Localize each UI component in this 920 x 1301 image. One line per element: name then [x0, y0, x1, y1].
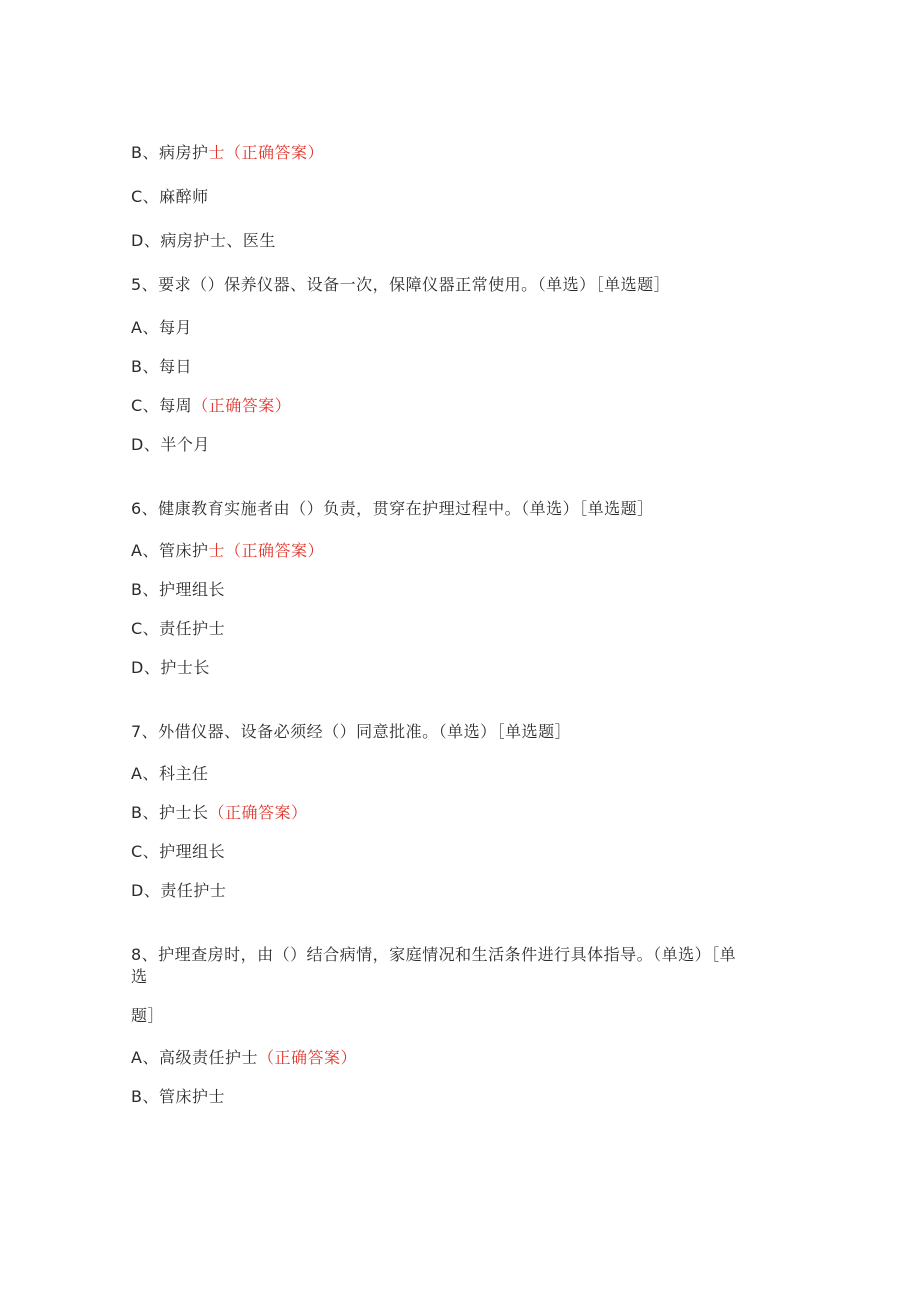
q7-option-d	[131, 881, 226, 901]
option-text: A、管床护	[131, 541, 209, 560]
correct-answer-mark: （正确答案）	[192, 396, 292, 415]
q5-option-a	[131, 318, 192, 338]
q5-option-c	[131, 396, 291, 416]
option-text: A、科主任	[131, 764, 209, 783]
option-text: B、护理组长	[131, 580, 225, 599]
q5-question	[131, 275, 670, 295]
q6-option-b	[131, 580, 225, 600]
question-text: 8、护理查房时，由（）结合病情，家庭情况和生活条件进行具体指导。（单选）［单	[131, 945, 737, 964]
option-text: A、每月	[131, 318, 192, 337]
q6-question	[131, 499, 654, 519]
q8-option-b	[131, 1087, 225, 1107]
option-text: C、责任护士	[131, 619, 226, 638]
q5-option-b	[131, 357, 192, 377]
option-text: B、病房护	[131, 143, 209, 162]
correct-answer-mark: 士（正确答案）	[208, 143, 324, 162]
correct-answer-mark: （正确答案）	[257, 1048, 357, 1067]
q4-option-d	[131, 231, 276, 251]
q7-option-c	[131, 842, 225, 862]
option-text: A、高级责任护士	[131, 1048, 258, 1067]
q8-option-a	[131, 1048, 357, 1068]
q6-option-c	[131, 619, 225, 639]
q6-option-d	[131, 658, 210, 678]
option-text: C、麻醉师	[131, 187, 209, 206]
q4-option-b	[131, 143, 324, 163]
option-text: D、病房护士、医生	[131, 231, 276, 250]
q7-option-a	[131, 764, 208, 784]
q8-question-line-1	[131, 945, 736, 965]
q8-question-line-2	[131, 967, 148, 987]
question-text: 5、要求（）保养仪器、设备一次，保障仪器正常使用。（单选）［单选题］	[131, 275, 671, 294]
q8-question-line-3	[131, 1006, 164, 1026]
option-text: B、护士长	[131, 803, 209, 822]
option-text: B、管床护士	[131, 1087, 225, 1106]
q7-option-b	[131, 803, 308, 823]
option-text: D、护士长	[131, 658, 210, 677]
question-text: 7、外借仪器、设备必须经（）同意批准。（单选）［单选题］	[131, 722, 572, 741]
question-text: 题］	[131, 1006, 165, 1025]
q5-option-d	[131, 435, 210, 455]
option-text: C、护理组长	[131, 842, 226, 861]
option-text: C、每周	[131, 396, 193, 415]
option-text: D、半个月	[131, 435, 210, 454]
option-text: D、责任护士	[131, 881, 227, 900]
q6-option-a	[131, 541, 324, 561]
q4-option-c	[131, 187, 209, 207]
question-text: 选	[131, 967, 148, 986]
correct-answer-mark: 士（正确答案）	[208, 541, 324, 560]
question-text: 6、健康教育实施者由（）负责，贯穿在护理过程中。（单选）［单选题］	[131, 499, 654, 518]
option-text: B、每日	[131, 357, 192, 376]
q7-question	[131, 722, 571, 742]
correct-answer-mark: （正确答案）	[208, 803, 308, 822]
